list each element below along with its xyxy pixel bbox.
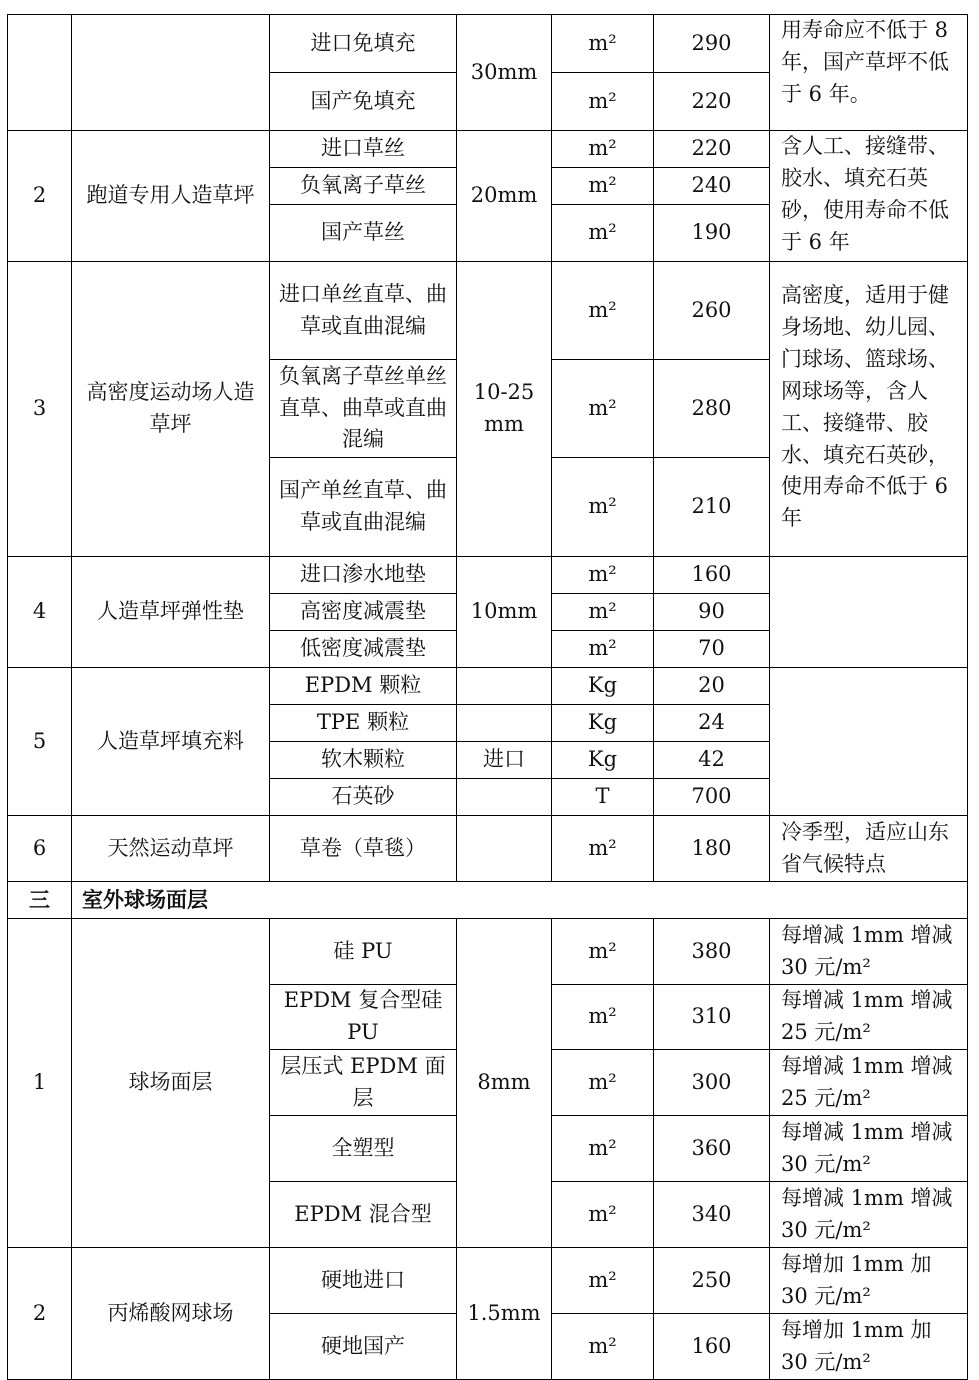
unit-cell: m² <box>552 168 654 205</box>
item-name: 硅 PU <box>270 919 457 985</box>
note-cell: 高密度，适用于健身场地、幼儿园、门球场、篮球场、网球场等，含人工、接缝带、胶水、填充石英砂，使用寿命不低于 6 年 <box>770 262 968 557</box>
price-cell: 20 <box>654 668 770 705</box>
note-cell: 每增减 1mm 增减 30 元/m² <box>770 1116 968 1182</box>
unit-cell: m² <box>552 985 654 1050</box>
item-name: 低密度减震垫 <box>270 631 457 668</box>
category-cell: 球场面层 <box>72 919 270 1248</box>
unit-cell: m² <box>552 631 654 668</box>
category-cell: 丙烯酸网球场 <box>72 1248 270 1380</box>
note-cell: 每增减 1mm 增减 25 元/m² <box>770 1050 968 1116</box>
spec-cell <box>457 779 552 816</box>
no-cell: 1 <box>8 919 72 1248</box>
no-cell: 3 <box>8 262 72 557</box>
unit-cell: Kg <box>552 668 654 705</box>
spec-cell <box>457 668 552 705</box>
category-cell: 人造草坪填充料 <box>72 668 270 816</box>
table-row <box>8 15 968 73</box>
price-cell: 90 <box>654 594 770 631</box>
unit-cell: m² <box>552 1116 654 1182</box>
note-cell: 用寿命应不低于 8 年，国产草坪不低于 6 年。 <box>770 15 968 131</box>
section-title: 室外球场面层 <box>72 882 968 919</box>
table-row <box>8 668 968 705</box>
price-cell: 260 <box>654 262 770 360</box>
unit-cell: m² <box>552 262 654 360</box>
item-name: 国产单丝直草、曲草或直曲混编 <box>270 458 457 557</box>
table-row <box>8 1248 968 1314</box>
item-name: 硬地国产 <box>270 1314 457 1380</box>
no-cell: 4 <box>8 557 72 668</box>
price-cell: 160 <box>654 1314 770 1380</box>
category-cell: 跑道专用人造草坪 <box>72 131 270 262</box>
category-cell: 人造草坪弹性垫 <box>72 557 270 668</box>
spec-cell: 20mm <box>457 131 552 262</box>
spec-cell: 10-25 mm <box>457 262 552 557</box>
category-cell <box>72 15 270 131</box>
price-cell: 180 <box>654 816 770 882</box>
unit-cell: m² <box>552 205 654 262</box>
price-cell: 290 <box>654 15 770 73</box>
item-name: EPDM 颗粒 <box>270 668 457 705</box>
note-cell: 每增加 1mm 加 30 元/m² <box>770 1248 968 1314</box>
item-name: TPE 颗粒 <box>270 705 457 742</box>
unit-cell: m² <box>552 1314 654 1380</box>
note-cell: 冷季型，适应山东省气候特点 <box>770 816 968 882</box>
item-name: 进口渗水地垫 <box>270 557 457 594</box>
section-number: 三 <box>8 882 72 919</box>
note-cell <box>770 668 968 816</box>
spec-cell: 30mm <box>457 15 552 131</box>
unit-cell: m² <box>552 458 654 557</box>
spec-cell: 进口 <box>457 742 552 779</box>
price-cell: 42 <box>654 742 770 779</box>
unit-cell: m² <box>552 73 654 131</box>
item-name: 全塑型 <box>270 1116 457 1182</box>
price-cell: 240 <box>654 168 770 205</box>
price-cell: 70 <box>654 631 770 668</box>
no-cell: 2 <box>8 131 72 262</box>
table-row <box>8 816 968 882</box>
note-cell: 每增减 1mm 增减 30 元/m² <box>770 919 968 985</box>
unit-cell: m² <box>552 1182 654 1248</box>
spec-cell <box>457 816 552 882</box>
item-name: 负氧离子草丝 <box>270 168 457 205</box>
unit-cell: m² <box>552 1050 654 1116</box>
unit-cell: m² <box>552 131 654 168</box>
no-cell <box>8 15 72 131</box>
unit-cell: m² <box>552 594 654 631</box>
item-name: 层压式 EPDM 面层 <box>270 1050 457 1116</box>
unit-cell: m² <box>552 816 654 882</box>
price-cell: 280 <box>654 360 770 458</box>
unit-cell: T <box>552 779 654 816</box>
price-cell: 250 <box>654 1248 770 1314</box>
item-name: 高密度减震垫 <box>270 594 457 631</box>
unit-cell: Kg <box>552 705 654 742</box>
note-cell: 含人工、接缝带、胶水、填充石英砂，使用寿命不低于 6 年 <box>770 131 968 262</box>
note-cell <box>770 557 968 668</box>
table-row <box>8 131 968 168</box>
section-header-row <box>8 882 968 919</box>
note-cell: 每增减 1mm 增减 25 元/m² <box>770 985 968 1050</box>
price-cell: 190 <box>654 205 770 262</box>
price-cell: 380 <box>654 919 770 985</box>
no-cell: 2 <box>8 1248 72 1380</box>
price-cell: 340 <box>654 1182 770 1248</box>
spec-cell: 8mm <box>457 919 552 1248</box>
item-name: 软木颗粒 <box>270 742 457 779</box>
unit-cell: Kg <box>552 742 654 779</box>
spec-cell <box>457 705 552 742</box>
item-name: 进口免填充 <box>270 15 457 73</box>
price-cell: 210 <box>654 458 770 557</box>
note-cell: 每增减 1mm 增减 30 元/m² <box>770 1182 968 1248</box>
price-cell: 300 <box>654 1050 770 1116</box>
unit-cell: m² <box>552 15 654 73</box>
item-name: EPDM 混合型 <box>270 1182 457 1248</box>
item-name: 负氧离子草丝单丝直草、曲草或直曲混编 <box>270 360 457 458</box>
table-row <box>8 919 968 985</box>
no-cell: 5 <box>8 668 72 816</box>
item-name: 草卷（草毯） <box>270 816 457 882</box>
item-name: 国产免填充 <box>270 73 457 131</box>
price-cell: 160 <box>654 557 770 594</box>
price-table <box>7 14 968 1380</box>
price-cell: 360 <box>654 1116 770 1182</box>
unit-cell: m² <box>552 1248 654 1314</box>
note-cell: 每增加 1mm 加 30 元/m² <box>770 1314 968 1380</box>
price-cell: 310 <box>654 985 770 1050</box>
spec-cell: 1.5mm <box>457 1248 552 1380</box>
spec-cell: 10mm <box>457 557 552 668</box>
item-name: EPDM 复合型硅 PU <box>270 985 457 1050</box>
item-name: 石英砂 <box>270 779 457 816</box>
table-row <box>8 262 968 360</box>
item-name: 进口单丝直草、曲草或直曲混编 <box>270 262 457 360</box>
unit-cell: m² <box>552 557 654 594</box>
price-cell: 24 <box>654 705 770 742</box>
item-name: 进口草丝 <box>270 131 457 168</box>
unit-cell: m² <box>552 360 654 458</box>
category-cell: 天然运动草坪 <box>72 816 270 882</box>
unit-cell: m² <box>552 919 654 985</box>
no-cell: 6 <box>8 816 72 882</box>
price-cell: 700 <box>654 779 770 816</box>
table-row <box>8 557 968 594</box>
item-name: 国产草丝 <box>270 205 457 262</box>
price-cell: 220 <box>654 73 770 131</box>
price-cell: 220 <box>654 131 770 168</box>
category-cell: 高密度运动场人造草坪 <box>72 262 270 557</box>
item-name: 硬地进口 <box>270 1248 457 1314</box>
